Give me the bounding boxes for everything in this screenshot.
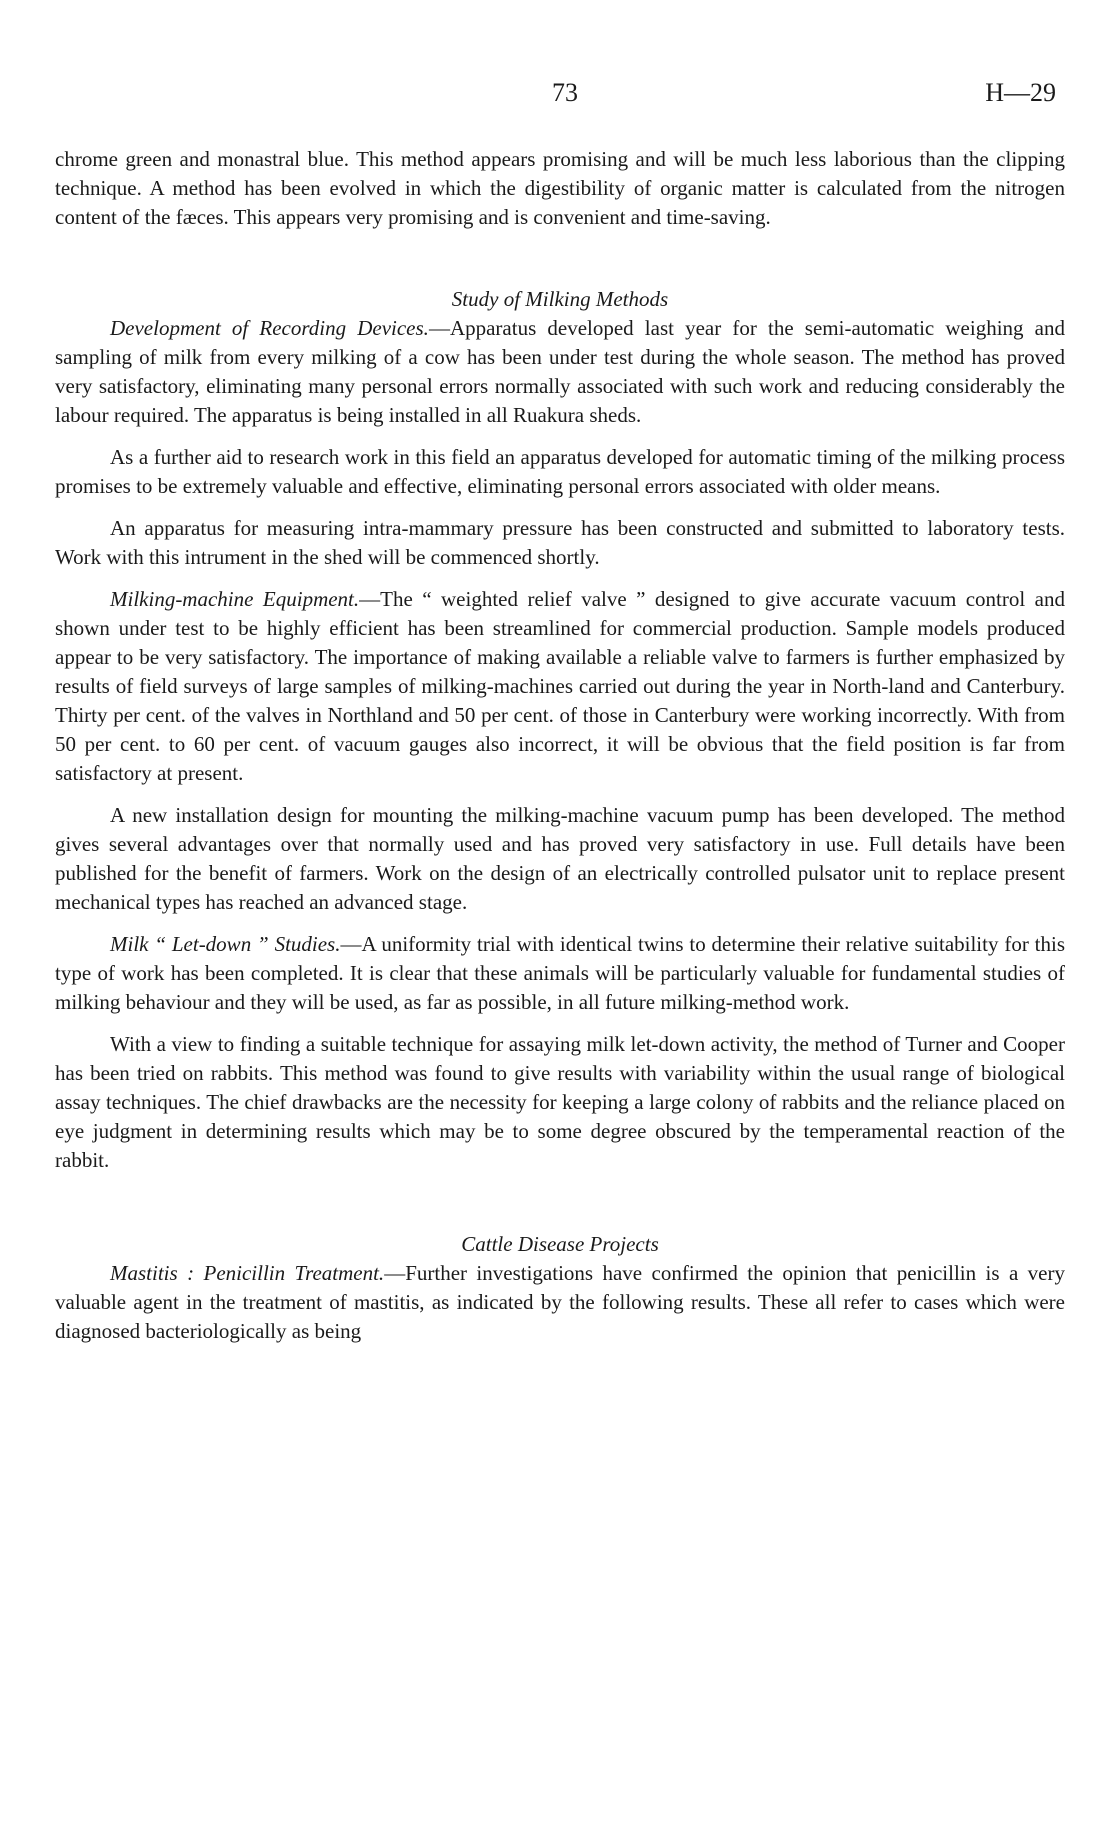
run-in-heading: Milk “ Let-down ” Studies.	[110, 932, 341, 956]
paragraph-milking-machine-equipment	[55, 585, 1065, 788]
paragraph-let-down-studies	[55, 930, 1065, 1017]
paragraph-vacuum-pump: A new installation design for mounting the milking-machine vacuum pump has been developed. The method gives several advantages over that normally used and has proved very satisfactory in use. Full details have been published for the benefit of farmers. Work on the design of an electrically controlled pulsator unit to replace present mechanical types has reached an advanced stage.	[55, 803, 1065, 914]
section-heading-milking-methods: Study of Milking Methods	[451, 287, 669, 311]
paragraph-intra-mammary: An apparatus for measuring intra-mammary pressure has been constructed and submitted to laboratory tests. Work with this intrument in the shed will be commenced shortly.	[55, 516, 1065, 569]
paragraph-timing-apparatus: As a further aid to research work in this field an apparatus developed for automatic timing of the milking process promises to be extremely valuable and effective, eliminating personal errors associated with older means.	[55, 445, 1065, 498]
run-in-heading: Development of Recording Devices.	[110, 316, 429, 340]
section-heading-cattle-disease: Cattle Disease Projects	[461, 1232, 659, 1256]
paragraph-rabbit-assay: With a view to finding a suitable technique for assaying milk let-down activity, the method of Turner and Cooper has been tried on rabbits. This method was found to give results with variability within the usual range of biological assay techniques. The chief drawbacks are the necessity for keeping a large colony of rabbits and the reliance placed on eye judgment in determining results which may be to some degree obscured by the temperamental reaction of the rabbit.	[55, 1032, 1065, 1172]
paragraph-continuation: chrome green and monastral blue. This method appears promising and will be much less laborious than the clipping technique. A method has been evolved in which the digestibility of organic matter is calculated from the nitrogen content of the fæces. This appears very promising and is convenient and time-saving.	[55, 147, 1065, 229]
paragraph-mastitis	[55, 1259, 1065, 1346]
page-number: 73	[552, 78, 578, 107]
run-in-heading: Mastitis : Penicillin Treatment.	[110, 1261, 385, 1285]
paragraph-text: —The “ weighted relief valve ” designed to give accurate vacuum control and shown under test to be highly efficient has been streamlined for commercial production. Sample models produced appear to be very satisfactory. The importance of making available a reliable valve to farmers is further emphasized by results of field surveys of large samples of milking-machines carried out during the year in North-land and Canterbury. Thirty per cent. of the valves in Northland and 50 per cent. of those in Canterbury were working incorrectly. With from 50 per cent. to 60 per cent. of vacuum gauges also incorrect, it will be obvious that the field position is far from satisfactory at present.	[55, 587, 1065, 785]
paragraph-text: —Further investigations have confirmed the opinion that penicillin is a very valuable agent in the treatment of mastitis, as indicated by the following results. These all refer to cases which were diagnosed bacteriologically as being	[55, 1261, 1065, 1343]
paragraph-text: —Apparatus developed last year for the semi-automatic weighing and sampling of milk from every milking of a cow has been under test during the whole season. The method has proved very satisfactory, eliminating many personal errors normally associated with such work and reducing considerably the labour required. The apparatus is being installed in all Ruakura sheds.	[55, 316, 1065, 427]
paragraph-text: —A uniformity trial with identical twins to determine their relative suitability for this type of work has been completed. It is clear that these animals will be particularly valuable for fundamental studies of milking behaviour and they will be used, as far as possible, in all future milking-method work.	[55, 932, 1065, 1014]
page-header	[0, 78, 1114, 118]
document-reference: H—29	[985, 78, 1056, 107]
run-in-heading: Milking-machine Equipment.	[110, 587, 360, 611]
paragraph-recording-devices	[55, 314, 1065, 430]
body-text	[55, 145, 1065, 1359]
